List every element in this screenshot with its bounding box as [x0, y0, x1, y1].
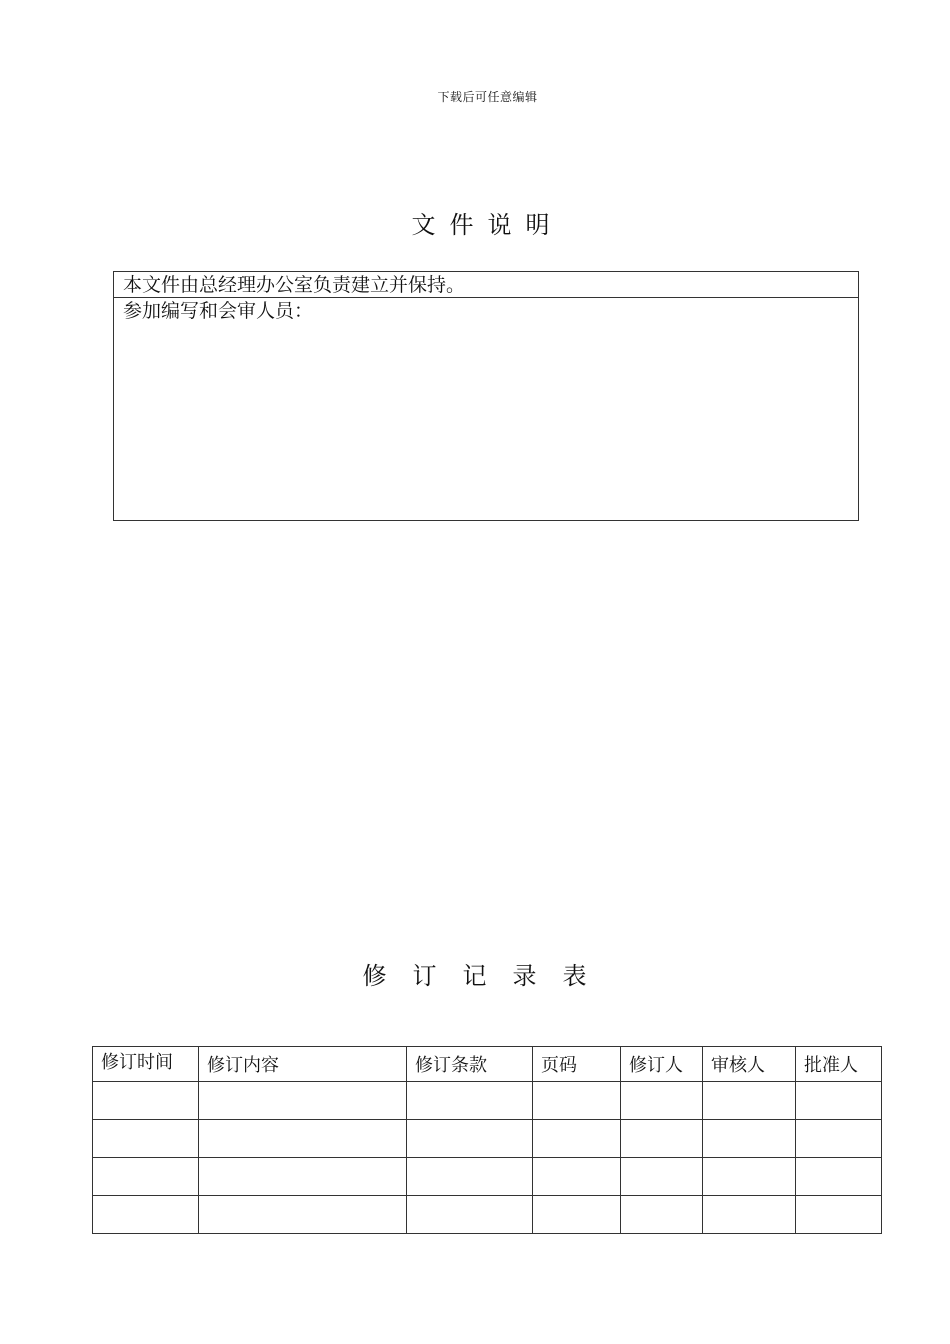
- header-reviser: 修订人: [621, 1047, 703, 1082]
- table-cell: [796, 1196, 882, 1234]
- table-cell: [199, 1082, 407, 1120]
- header-note: 下载后可任意编辑: [437, 90, 538, 104]
- header-revision-content: 修订内容: [199, 1047, 407, 1082]
- table-cell: [533, 1082, 621, 1120]
- responsibility-statement: 本文件由总经理办公室负责建立并保持。: [114, 272, 858, 298]
- table-cell: [93, 1120, 199, 1158]
- table-cell: [407, 1082, 533, 1120]
- table-cell: [621, 1120, 703, 1158]
- table-cell: [703, 1120, 796, 1158]
- revision-record-title: 修订记录表: [362, 962, 613, 990]
- document-title: 文件说明: [411, 211, 564, 239]
- table-cell: [533, 1120, 621, 1158]
- table-cell: [93, 1082, 199, 1120]
- table-row: [93, 1082, 882, 1120]
- table-cell: [407, 1120, 533, 1158]
- header-revision-clause: 修订条款: [407, 1047, 533, 1082]
- table-cell: [533, 1196, 621, 1234]
- table-header-row: [93, 1047, 882, 1082]
- header-revision-time: 修订时间: [93, 1047, 199, 1082]
- table-cell: [199, 1196, 407, 1234]
- table-cell: [407, 1158, 533, 1196]
- table-row: [93, 1120, 882, 1158]
- table-row: [93, 1196, 882, 1234]
- table-cell: [533, 1158, 621, 1196]
- table-cell: [703, 1082, 796, 1120]
- header-auditor: 审核人: [703, 1047, 796, 1082]
- table-cell: [199, 1158, 407, 1196]
- table-cell: [621, 1196, 703, 1234]
- revision-record-table: [92, 1046, 882, 1234]
- table-cell: [796, 1158, 882, 1196]
- table-cell: [796, 1082, 882, 1120]
- header-page-number: 页码: [533, 1047, 621, 1082]
- table-cell: [199, 1120, 407, 1158]
- table-cell: [621, 1082, 703, 1120]
- participants-label: 参加编写和会审人员：: [123, 300, 314, 322]
- table-cell: [621, 1158, 703, 1196]
- table-cell: [796, 1120, 882, 1158]
- table-cell: [703, 1158, 796, 1196]
- table-cell: [93, 1196, 199, 1234]
- table-cell: [407, 1196, 533, 1234]
- description-box: [113, 271, 859, 521]
- header-approver: 批准人: [796, 1047, 882, 1082]
- table-row: [93, 1158, 882, 1196]
- table-cell: [703, 1196, 796, 1234]
- table-cell: [93, 1158, 199, 1196]
